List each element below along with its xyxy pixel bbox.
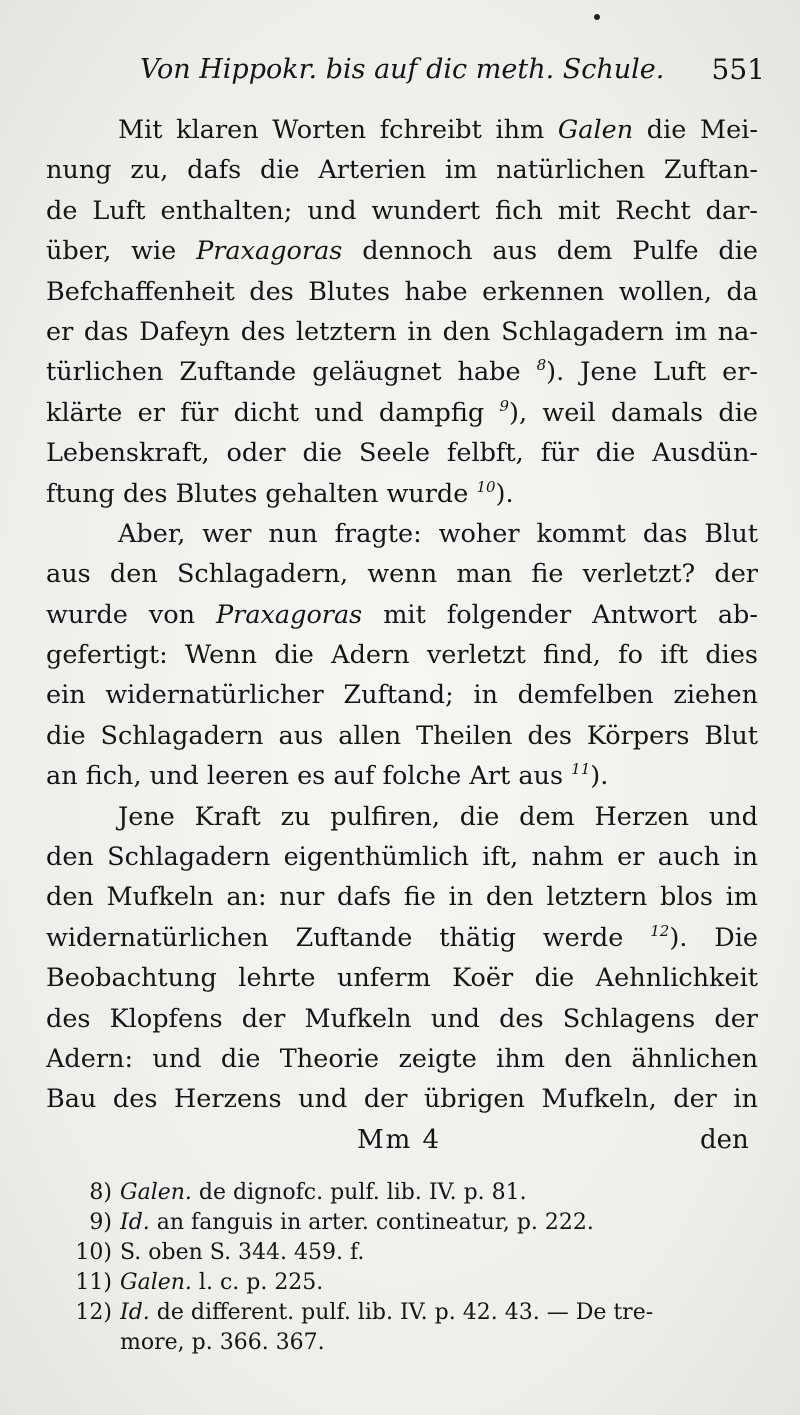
text-line: [46, 312, 758, 352]
footnote-number: 9): [89, 1210, 112, 1235]
italic-text: Galen.: [120, 1270, 192, 1295]
footnote-number: 8): [89, 1180, 112, 1205]
text-run: de dignofc. pulf. lib. IV. p. 81.: [191, 1180, 527, 1205]
text-run: dennoch aus dem Pulfe die: [342, 236, 758, 267]
text-line: [46, 797, 758, 837]
text-line: [46, 231, 758, 271]
text-line: [46, 554, 758, 594]
text-run: ), weil damals die: [509, 397, 758, 428]
text-line: [46, 272, 758, 312]
text-run: aus den Schlagadern, wenn man fie verletzt? der: [46, 559, 758, 590]
footnote-text: [120, 1178, 760, 1208]
text-line: [46, 191, 758, 231]
footnote-ref: 10: [476, 477, 496, 496]
text-run: türlichen Zuftande geläugnet habe: [46, 357, 537, 388]
text-run: Adern: und die Theorie zeigte ihm den ähnlichen: [46, 1043, 758, 1074]
text-line: [46, 110, 758, 150]
text-run: ). Jene Luft er-: [546, 357, 758, 388]
footnote-continuation: more, p. 366. 367.: [120, 1330, 325, 1355]
text-run: ). Die: [669, 922, 758, 953]
text-run: des Klopfens der Mufkeln und des Schlagens der: [46, 1003, 758, 1034]
footnote-ref: 11: [571, 760, 591, 779]
text-run: klärte er für dicht und dampfig: [46, 397, 500, 428]
italic-text: Id.: [120, 1210, 150, 1235]
text-run: den Mufkeln an: nur dafs fie in den letztern blos im: [46, 882, 758, 913]
footnote: [60, 1238, 760, 1268]
text-run: Aber, wer nun fragte: woher kommt das Blut: [118, 518, 758, 549]
text-line: [46, 474, 758, 514]
footnotes: [60, 1178, 760, 1358]
text-run: an fich, und leeren es auf folche Art aus: [46, 761, 572, 792]
text-run: mit folgender Antwort ab-: [362, 599, 758, 630]
text-line: [46, 150, 758, 190]
text-line: [46, 918, 758, 958]
text-run: die Schlagadern aus allen Theilen des Körpers Blut: [46, 720, 758, 751]
footnote-text: [120, 1208, 760, 1238]
text-run: an fanguis in arter. contineatur, p. 222.: [149, 1210, 594, 1235]
text-line: [46, 999, 758, 1039]
italic-text: Praxagoras: [196, 236, 343, 267]
text-line: [46, 675, 758, 715]
text-line: [46, 393, 758, 433]
text-run: wurde von: [46, 599, 216, 630]
body-text: [46, 110, 758, 1120]
footnote: [60, 1268, 760, 1298]
text-run: ).: [590, 761, 609, 792]
text-line: [46, 352, 758, 392]
running-title: Von Hippokr. bis auf dic meth. Schule.: [140, 54, 665, 85]
text-run: l. c. p. 225.: [191, 1270, 324, 1295]
text-run: ).: [495, 478, 514, 509]
signature-mark: Mm 4: [357, 1125, 442, 1155]
footnote-number: 12): [75, 1300, 112, 1325]
footnote: [60, 1298, 760, 1328]
text-line: [46, 958, 758, 998]
text-run: die Mei-: [633, 115, 758, 145]
running-head: [140, 50, 765, 90]
text-run: S. oben S. 344. 459. f.: [120, 1240, 365, 1265]
footnote: [60, 1208, 760, 1238]
footnote-text: [120, 1268, 760, 1298]
italic-text: Praxagoras: [215, 599, 363, 630]
text-line: [46, 1079, 758, 1119]
text-run: den Schlagadern eigenthümlich ift, nahm er auch in: [46, 842, 758, 873]
text-line: [46, 756, 758, 796]
text-line: [46, 635, 758, 675]
text-line: [46, 1039, 758, 1079]
text-line: [46, 595, 758, 635]
text-run: de different. pulf. lib. IV. p. 42. 43. — De tre-: [149, 1300, 654, 1325]
text-run: über, wie: [46, 236, 197, 267]
ink-dot: [594, 14, 600, 20]
footnote-ref: 9: [499, 396, 510, 415]
text-run: Beobachtung lehrte unferm Koër die Aehnlichkeit: [46, 963, 758, 994]
text-line: [46, 514, 758, 554]
italic-text: Id.: [120, 1300, 150, 1325]
footnote: [60, 1178, 760, 1208]
text-run: er das Dafeyn des letztern in den Schlagadern im na-: [46, 316, 758, 347]
footnote-number: 11): [75, 1270, 112, 1295]
text-run: Jene Kraft zu pulfiren, die dem Herzen und: [118, 801, 758, 832]
footnote-text: [120, 1238, 760, 1268]
text-run: ftung des Blutes gehalten wurde: [46, 478, 477, 509]
text-run: gefertigt: Wenn die Adern verletzt find, fo ift dies: [46, 640, 758, 671]
footnote-number: 10): [75, 1240, 112, 1265]
italic-text: Galen: [557, 115, 634, 145]
text-run: de Luft enthalten; und wundert fich mit Recht dar-: [46, 195, 758, 226]
text-run: Mit klaren Worten fchreibt ihm: [118, 115, 558, 145]
text-line: [46, 837, 758, 877]
italic-text: Galen.: [120, 1180, 192, 1205]
footnote-text: [120, 1298, 760, 1328]
catchword: den: [700, 1125, 749, 1155]
footnote-ref: 8: [536, 356, 547, 375]
text-run: nung zu, dafs die Arterien im natürlichen Zuftan-: [46, 155, 758, 186]
text-line: [46, 877, 758, 917]
text-run: widernatürlichen Zuftande thätig werde: [46, 922, 651, 953]
text-line: [46, 433, 758, 473]
page-number: 551: [711, 53, 765, 86]
text-run: Lebenskraft, oder die Seele felbft, für die Ausdün-: [46, 438, 758, 469]
footnote-ref: 12: [650, 921, 670, 940]
text-line: [46, 716, 758, 756]
text-run: ein widernatürlicher Zuftand; in demfelben ziehen: [46, 680, 758, 711]
text-run: Bau des Herzens und der übrigen Mufkeln, der in: [46, 1084, 758, 1115]
text-run: Befchaffenheit des Blutes habe erkennen wollen, da: [46, 276, 758, 307]
